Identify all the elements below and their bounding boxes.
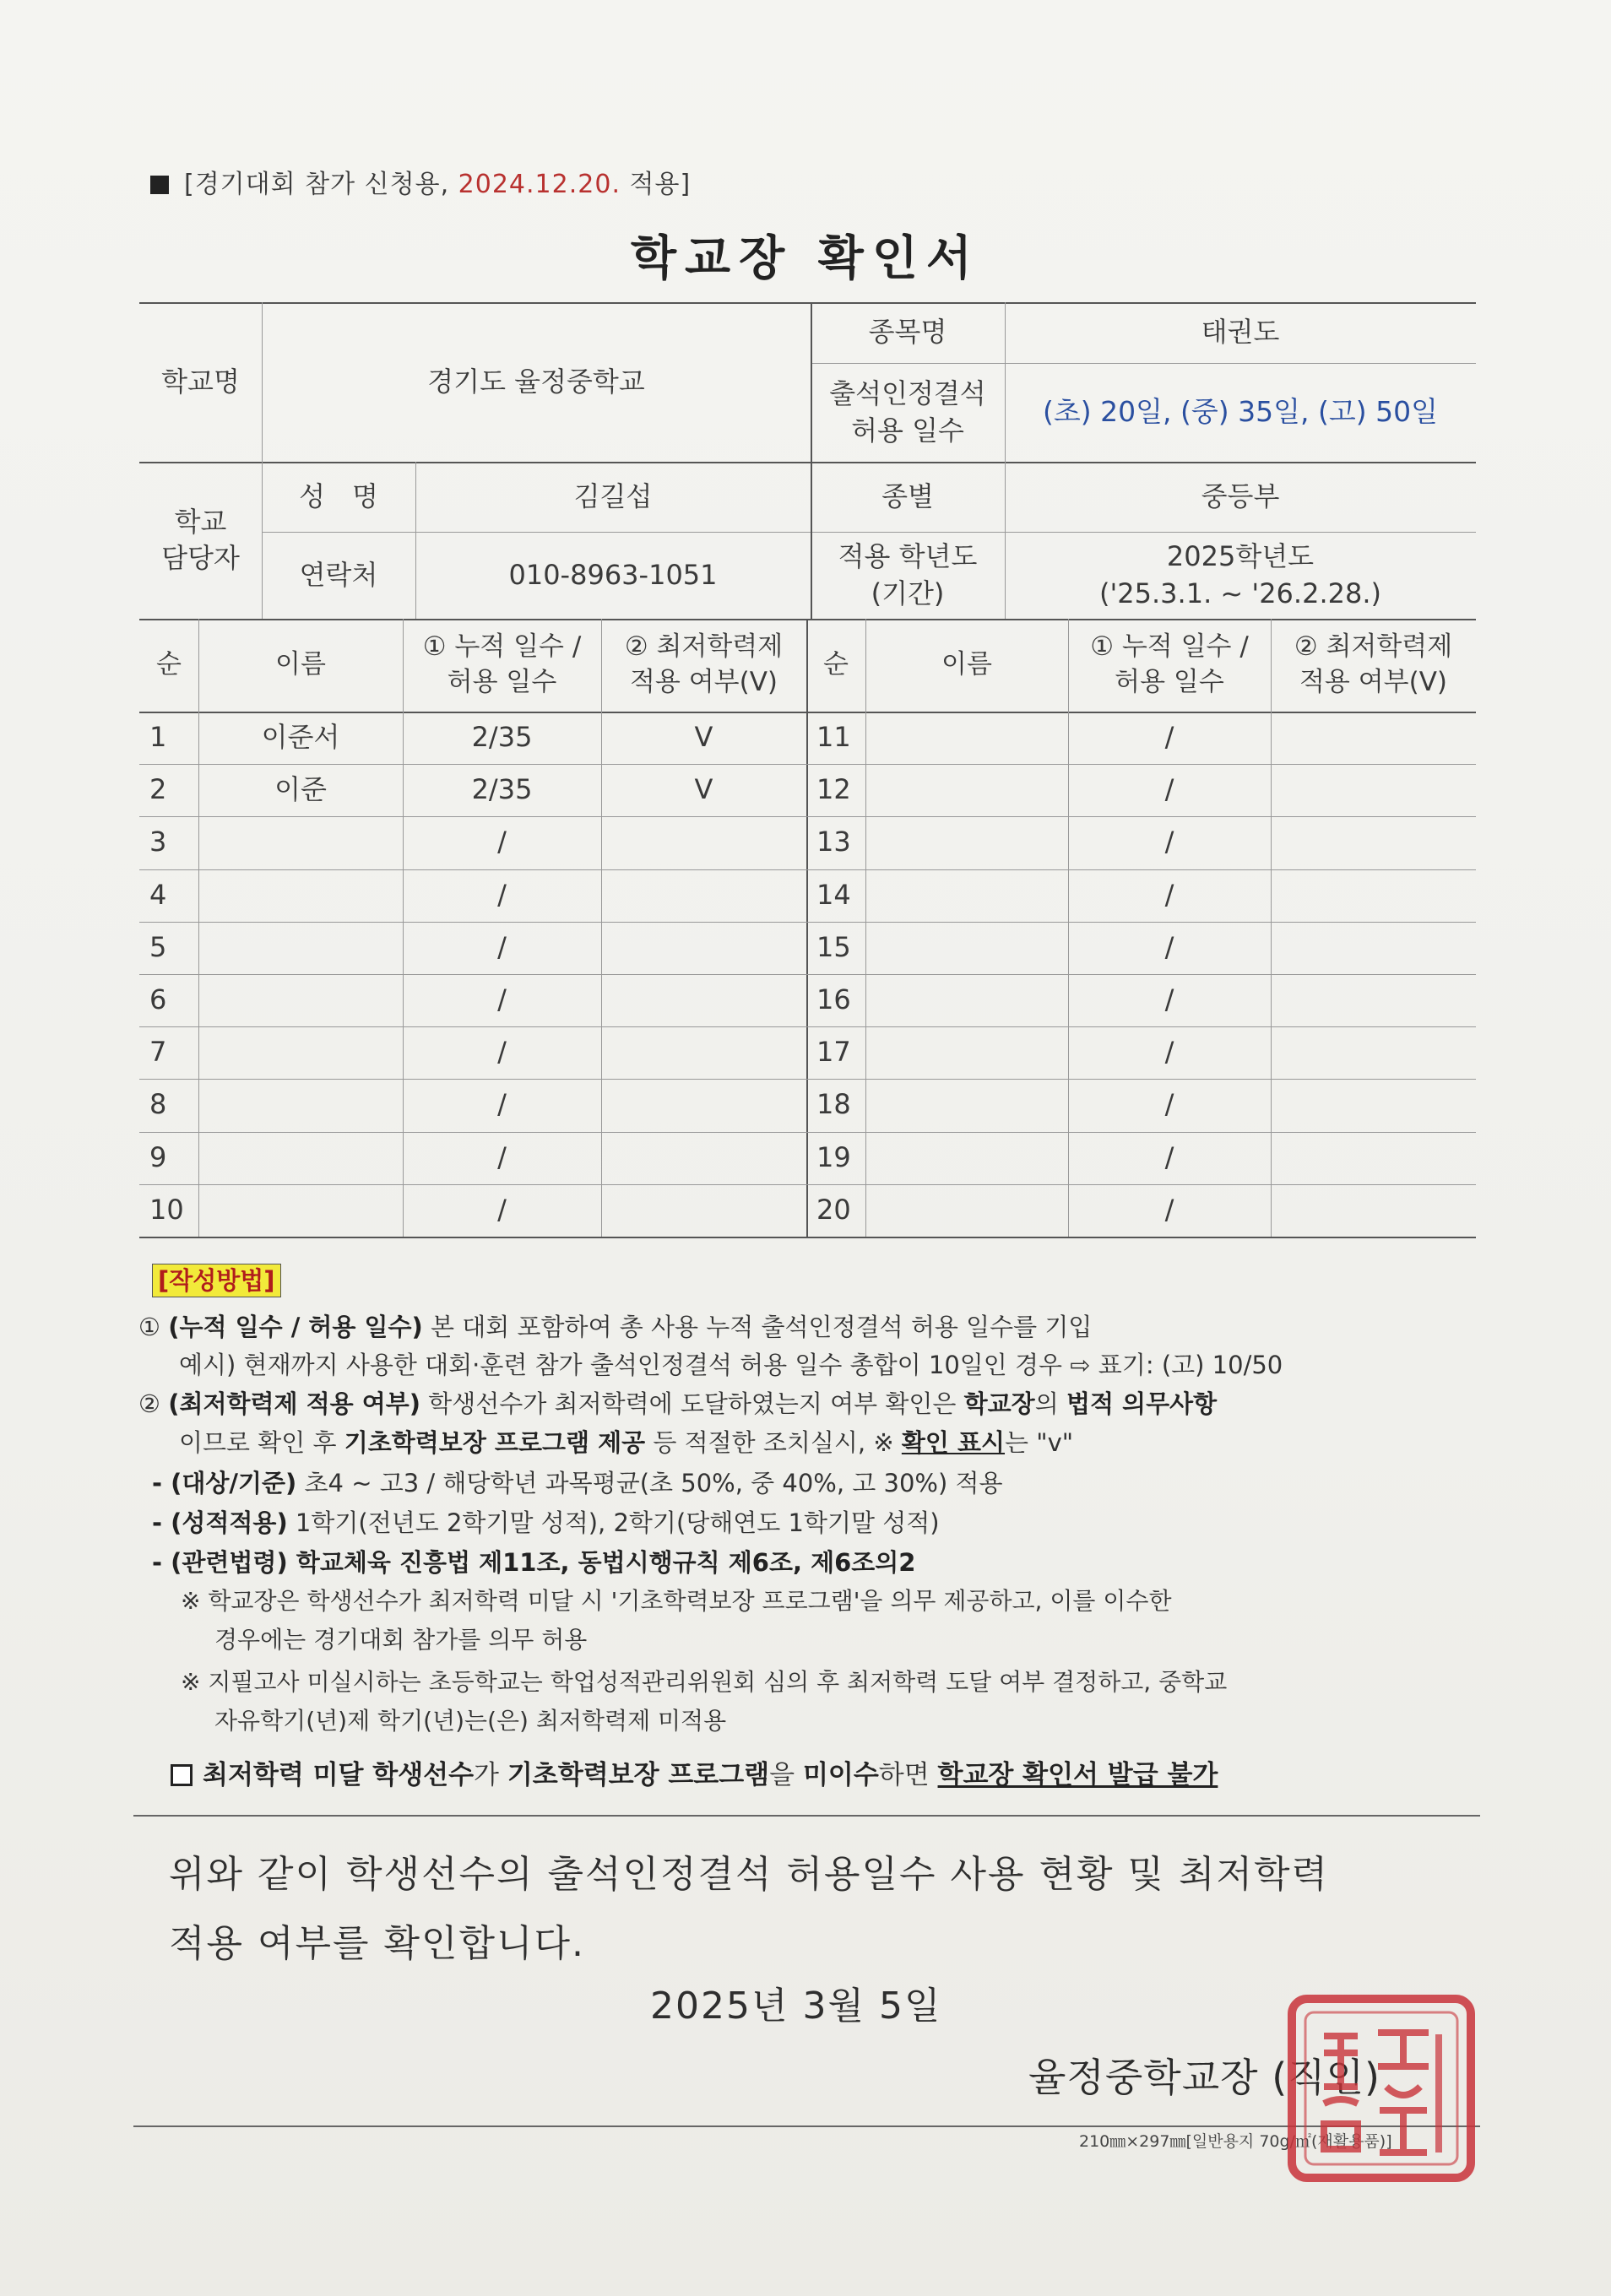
school-year-label: 적용 학년도 (기간)	[838, 540, 978, 609]
contact-phone-label: 연락처	[299, 558, 378, 591]
table-cell-no: 17	[816, 1036, 851, 1069]
table-cell-name	[865, 712, 1068, 764]
header-min-left: ② 최저학력제 적용 여부(V)	[624, 631, 784, 697]
contact-person-label: 학교 담당자	[161, 505, 240, 574]
remark-1: ※ 학교장은 학생선수가 최저학력 미달 시 '기초학력보장 프로그램'을 의무 제공하고, 이를 이수한	[181, 1587, 1172, 1615]
table-cell-no: 11	[816, 721, 851, 754]
table-cell-name: 이준	[274, 773, 327, 806]
table-cell-no: 3	[149, 826, 167, 858]
table-cell-days: /	[1164, 1141, 1174, 1174]
table-cell-days: /	[497, 983, 507, 1016]
table-cell-no: 5	[149, 931, 167, 964]
table-cell-days: /	[497, 1088, 507, 1121]
table-cell-name	[865, 816, 1068, 869]
note-1: ① (누적 일수 / 허용 일수) 본 대회 포함하여 총 사용 누적 출석인정결석 허용 일수를 기입	[138, 1313, 1093, 1341]
page-title: 학교장 확인서	[630, 231, 981, 286]
table-cell-check	[1271, 1184, 1476, 1237]
table-cell-name	[865, 1184, 1068, 1237]
table-cell-name	[198, 1026, 403, 1079]
table-cell-days: /	[497, 879, 507, 912]
table-cell-check: V	[694, 773, 713, 806]
header-no-left: 순	[156, 649, 182, 680]
school-name-label: 학교명	[161, 365, 240, 398]
table-cell-days: 2/35	[471, 721, 533, 754]
table-cell-no: 20	[816, 1194, 851, 1227]
table-cell-no: 9	[149, 1141, 167, 1174]
table-cell-no: 1	[149, 721, 167, 754]
table-cell-no: 8	[149, 1088, 167, 1121]
table-cell-name	[198, 869, 403, 922]
absence-allowance-value: (초) 20일, (중) 35일, (고) 50일	[1043, 395, 1438, 429]
table-cell-name	[865, 1132, 1068, 1184]
contact-phone-value: 010-8963-1051	[508, 558, 718, 591]
square-bullet-icon	[150, 176, 169, 194]
remark-1-continued: 경우에는 경기대회 참가를 의무 허용	[214, 1626, 588, 1654]
note-2-continued: 이므로 확인 후 기초학력보장 프로그램 제공 등 적절한 조치실시, ※ 확인 표시는 "v"	[179, 1428, 1074, 1457]
effective-date: 2024.12.20.	[458, 170, 621, 199]
table-cell-days: /	[497, 1141, 507, 1174]
remark-2-continued: 자유학기(년)제 학기(년)는(은) 최저학력제 미적용	[214, 1707, 727, 1735]
table-cell-check	[601, 922, 806, 974]
table-cell-no: 13	[816, 826, 851, 858]
table-cell-check	[601, 1132, 806, 1184]
table-cell-check	[601, 1026, 806, 1079]
table-cell-no: 6	[149, 983, 167, 1016]
table-cell-days: /	[1164, 931, 1174, 964]
table-cell-days: /	[1164, 773, 1174, 806]
contact-name-value: 김길섭	[573, 479, 653, 512]
table-cell-check	[601, 869, 806, 922]
table-cell-days: /	[1164, 1194, 1174, 1227]
note-related-laws: - (관련법령) 학교체육 진흥법 제11조, 동법시행규칙 제6조, 제6조의2	[152, 1548, 916, 1577]
table-cell-days: /	[497, 931, 507, 964]
table-cell-check	[1271, 1132, 1476, 1184]
table-cell-check	[1271, 1079, 1476, 1131]
table-cell-check	[1271, 922, 1476, 974]
table-cell-name	[198, 922, 403, 974]
paper-spec-footer: 210㎜×297㎜[일반용지 70g/㎡(재활용품)]	[1079, 2132, 1392, 2151]
table-cell-check	[1271, 869, 1476, 922]
table-cell-name	[198, 1132, 403, 1184]
table-cell-check	[601, 1184, 806, 1237]
official-seal-icon	[1285, 1992, 1478, 2185]
document-usage-header: [경기대회 참가 신청용, 2024.12.20. 적용]	[150, 163, 691, 200]
table-cell-days: /	[1164, 826, 1174, 858]
arrow-box-icon	[171, 1764, 193, 1786]
note-grade-application: - (성적적용) 1학기(전년도 2학기말 성적), 2학기(당해연도 1학기말 성적)	[152, 1508, 940, 1537]
table-cell-no: 7	[149, 1036, 167, 1069]
table-cell-name	[198, 816, 403, 869]
table-cell-name	[865, 974, 1068, 1026]
table-cell-check	[1271, 816, 1476, 869]
header-days-right: ① 누적 일수 / 허용 일수	[1090, 631, 1249, 697]
principal-signature: 율정중학교장 (직인)	[1028, 2055, 1381, 2100]
table-cell-days: /	[1164, 879, 1174, 912]
table-cell-days: /	[497, 1036, 507, 1069]
table-cell-check	[601, 816, 806, 869]
note-2: ② (최저학력제 적용 여부) 학생선수가 최저학력에 도달하였는지 여부 확인은 학교장의 법적 의무사항	[138, 1389, 1218, 1418]
table-cell-check	[1271, 712, 1476, 764]
confirmation-statement: 위와 같이 학생선수의 출석인정결석 허용일수 사용 현황 및 최저학력 적용 여부를 확인합니다.	[169, 1853, 1329, 1965]
table-cell-name	[198, 1184, 403, 1237]
header-no-right: 순	[823, 649, 849, 680]
table-cell-no: 19	[816, 1141, 851, 1174]
table-cell-no: 15	[816, 931, 851, 964]
header-name-left: 이름	[275, 649, 326, 680]
table-cell-name	[198, 974, 403, 1026]
table-cell-no: 2	[149, 773, 167, 806]
table-cell-days: 2/35	[471, 773, 533, 806]
school-year-value: 2025학년도 ('25.3.1. ~ '26.2.28.)	[1099, 540, 1381, 609]
issue-date: 2025년 3월 5일	[650, 1985, 942, 2028]
table-cell-no: 4	[149, 879, 167, 912]
table-cell-check	[601, 1079, 806, 1131]
table-cell-days: /	[1164, 983, 1174, 1016]
table-cell-name	[865, 869, 1068, 922]
division-label: 종별	[881, 479, 934, 512]
division-value: 중등부	[1201, 479, 1280, 512]
header-name-right: 이름	[941, 649, 992, 680]
table-cell-days: /	[1164, 1036, 1174, 1069]
contact-name-label: 성 명	[299, 479, 378, 512]
header-min-right: ② 최저학력제 적용 여부(V)	[1294, 631, 1453, 697]
table-cell-days: /	[497, 826, 507, 858]
table-cell-check	[1271, 1026, 1476, 1079]
table-cell-name	[865, 764, 1068, 816]
instructions-heading: [작성방법]	[152, 1264, 281, 1297]
header-days-left: ① 누적 일수 / 허용 일수	[422, 631, 582, 697]
note-1-example: 예시) 현재까지 사용한 대회·훈련 참가 출석인정결석 허용 일수 총합이 10일인 경우 ⇨ 표기: (고) 10/50	[179, 1351, 1283, 1379]
table-cell-name: 이준서	[261, 721, 340, 754]
table-cell-no: 16	[816, 983, 851, 1016]
note-target-criteria: - (대상/기준) 초4 ~ 고3 / 해당학년 과목평균(초 50%, 중 40%, 고 30%) 적용	[152, 1469, 1003, 1497]
event-label: 종목명	[868, 316, 947, 349]
table-cell-name	[865, 922, 1068, 974]
table-cell-check	[1271, 764, 1476, 816]
table-cell-name	[865, 1026, 1068, 1079]
table-cell-days: /	[1164, 721, 1174, 754]
absence-allowance-label: 출석인정결석 허용 일수	[829, 377, 986, 447]
school-name-value: 경기도 율정중학교	[427, 365, 645, 398]
table-cell-no: 12	[816, 773, 851, 806]
table-cell-check	[1271, 974, 1476, 1026]
table-cell-check	[601, 974, 806, 1026]
event-value: 태권도	[1201, 316, 1280, 349]
table-cell-no: 14	[816, 879, 851, 912]
table-cell-days: /	[497, 1194, 507, 1227]
final-notice: 최저학력 미달 학생선수가 기초학력보장 프로그램을 미이수하면 학교장 확인서 발급 불가	[171, 1753, 1218, 1791]
table-cell-no: 10	[149, 1194, 184, 1227]
table-cell-name	[198, 1079, 403, 1131]
table-cell-name	[865, 1079, 1068, 1131]
table-cell-days: /	[1164, 1088, 1174, 1121]
table-cell-no: 18	[816, 1088, 851, 1121]
table-cell-check: V	[694, 721, 713, 754]
remark-2: ※ 지필고사 미실시하는 초등학교는 학업성적관리위원회 심의 후 최저학력 도달 여부 결정하고, 중학교	[181, 1668, 1228, 1696]
